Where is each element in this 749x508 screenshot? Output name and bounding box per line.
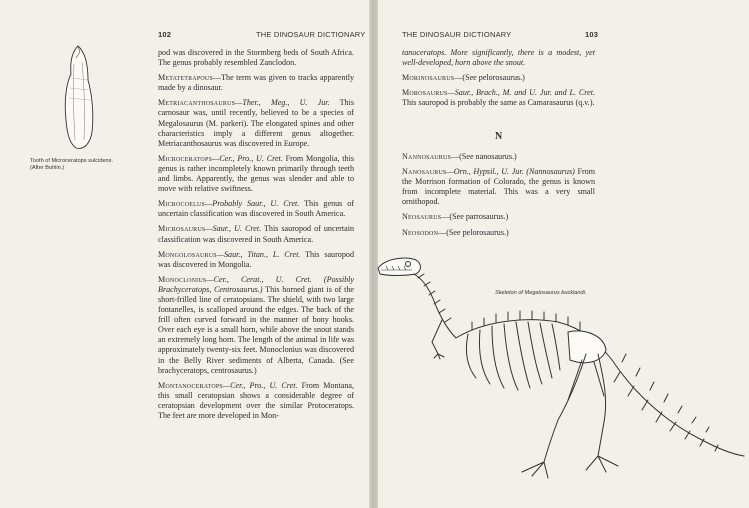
dictionary-entry — [402, 212, 595, 222]
dictionary-entry — [402, 73, 595, 83]
skeleton-caption: Skeleton of Megalosaurus bucklandi. — [495, 290, 587, 296]
entry-headword: Metriacanthosaurus — [158, 98, 236, 108]
entry-classification: —Cer., Pro., U. Cret. — [212, 153, 283, 163]
entry-headword: Microceratops — [158, 153, 213, 163]
entry-headword: Morinosaurus — [402, 73, 455, 83]
entry-text: From Montana, this small ceratopsian shows a considerable degree of ceratopsian development over the similar Protoceratops. The feet are more developed in Mon- — [158, 380, 354, 420]
dictionary-entry — [158, 381, 354, 421]
entry-text: From the Morrison formation of Colorado, the genus is known from incomplete material. This was a very small ornithopod. — [402, 167, 595, 207]
right-page-text-top — [402, 48, 595, 113]
entry-text: —(See parrosaurus.) — [441, 212, 509, 222]
entry-text: —(See nanosaurus.) — [451, 152, 517, 161]
entry-text: This sauropod was discovered in Mongolia. — [158, 249, 354, 269]
entry-classification: —Probably Saur., U. Cret. — [205, 199, 300, 209]
dictionary-entry — [158, 250, 354, 270]
entry-headword: Nannosaurus — [402, 152, 452, 161]
entry-classification: —Saur., Titan., L. Cret. — [216, 249, 301, 259]
entry-classification: —Saur., U. Cret. — [205, 224, 262, 234]
tooth-caption — [30, 158, 142, 172]
entry-classification: —Orn., Hypsil., U. Jur. (Nannosaurus) — [446, 167, 575, 177]
section-letter: N — [495, 131, 503, 142]
entry-headword: Metatetrapous — [158, 73, 213, 83]
dictionary-entry — [158, 224, 354, 244]
right-running-head: THE DINOSAUR DICTIONARY — [402, 30, 512, 39]
entry-text: —(See pelorosaurus.) — [438, 227, 509, 237]
entry-text: From Mongolia, this genus is rather incompletely known primarily through teeth and limbs. Apparently, the genus was slender and able to move with relative swiftness. — [158, 153, 354, 194]
entry-headword: Morosaurus — [402, 88, 448, 98]
entry-classification: —Cer., Pro., U. Cret. — [222, 380, 298, 390]
dictionary-entry — [158, 275, 354, 376]
dictionary-entry — [402, 152, 595, 162]
megalosaurus-skeleton-icon — [372, 250, 748, 490]
entry-text: This horned giant is of the short-frilled line of ceratopsians. The shield, with two large fontanelles, is scalloped around the edges. The back of the frill often curved forward in the manner of bony hooks. Over each eye is a small horn, while above the snout stands an extremely long horn. The length of the animal in life was approximately twenty-six feet. Monoclonius was discovered in the Belly River sediments of Alberta, Canada. (See brachyceratops, centrosaurus.) — [158, 284, 354, 375]
entry-headword: Neosaurus — [402, 212, 442, 222]
entry-headword: Montanoceratops — [158, 380, 223, 390]
dictionary-entry — [158, 199, 354, 219]
entry-text: —(See pelorosaurus.) — [454, 73, 525, 83]
entry-headword: Monoclonius — [158, 274, 207, 284]
entry-text: This sauropod is probably the same as Camarasaurus (q.v.). — [402, 98, 595, 108]
entry-headword: Neosodon — [402, 227, 439, 237]
dictionary-entry — [402, 88, 595, 108]
tooth-caption-line: (After Bohlin.) — [30, 165, 65, 171]
continued-paragraph: pod was discovered in the Stormberg beds of South Africa. The genus probably resembled Zanclodon. — [158, 48, 354, 68]
left-running-head: THE DINOSAUR DICTIONARY — [256, 30, 366, 39]
entry-headword: Mongolosaurus — [158, 249, 217, 259]
tooth-drawing-icon — [58, 44, 102, 152]
dictionary-entry — [158, 154, 354, 194]
entry-headword: Microcoelus — [158, 199, 206, 209]
entry-text: This carnosaur was, until recently, believed to be a species of Megalosaurus (M. parkeri). The elongated spines and other characteristics imply a different genus altogether. Metriacanthosaurus was discovered in Europe. — [158, 98, 354, 148]
entry-text: This genus of uncertain classification was discovered in South America. — [158, 199, 354, 219]
entry-text: This sauropod of uncertain classification was discovered in South America. — [158, 224, 354, 244]
entry-classification: —Ther., Meg., U. Jur. — [235, 98, 330, 108]
entry-text: —The term was given to tracks apparently made by a dinosaur. — [158, 73, 354, 93]
entry-classification: —Saur., Brach., M. and U. Jur. and L. Cret. — [447, 88, 595, 98]
right-page-text-bottom — [402, 152, 595, 243]
continued-paragraph: tanoceratops. More significantly, there is a modest, yet well-developed, horn above the snout. — [402, 48, 595, 68]
left-page-number: 102 — [158, 30, 172, 39]
dictionary-entry — [402, 228, 595, 238]
entry-classification: —Cer., Cerat., U. Cret. (Possibly Brachyceratops, Centrosaurus.) — [158, 274, 354, 294]
dictionary-entry — [402, 167, 595, 207]
entry-headword: Microsaurus — [158, 224, 206, 234]
entry-headword: Nanosaurus — [402, 167, 447, 177]
dictionary-entry — [158, 98, 354, 148]
dictionary-entry — [158, 73, 354, 93]
left-page-text — [158, 48, 354, 426]
right-page-number: 103 — [585, 30, 599, 39]
tooth-caption-line: Tooth of Microceratops sulcidens. — [30, 158, 114, 164]
